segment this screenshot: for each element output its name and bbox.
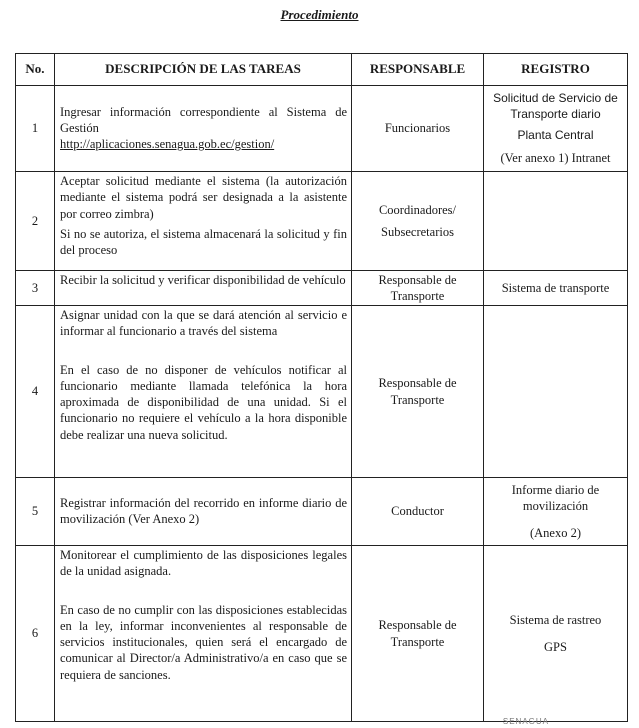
description-text: En caso de no cumplir con las disposiciones establecidas en la ley, informar inconvenientes al responsable de servicios institucionales, quien será el encargado de comunicar al Director/a Administrativo/a en caso que se requiera de sanciones. (60, 602, 347, 682)
page-title: Procedimiento (280, 7, 359, 22)
table-row (16, 478, 628, 546)
record-cell (484, 306, 628, 478)
table-row (16, 546, 628, 722)
responsible-cell: Funcionarios (352, 86, 484, 172)
record-line: GPS (544, 639, 567, 654)
task-description (55, 172, 352, 271)
description-text: Monitorear el cumplimiento de las disposiciones legales de la unidad asignada. (60, 548, 347, 579)
row-number: 5 (16, 478, 55, 546)
watermark-stamp: SENAGUA (502, 717, 549, 726)
record-cell (484, 172, 628, 271)
record-cell (484, 86, 628, 172)
row-number: 1 (16, 86, 55, 172)
row-number: 6 (16, 546, 55, 722)
record-line: (Anexo 2) (529, 525, 582, 540)
header-no: No. (16, 54, 55, 86)
responsible-cell: Responsable de Transporte (352, 306, 484, 478)
record-line: (Ver anexo 1) Intranet (500, 150, 611, 165)
record-line: Informe diario de movilización (511, 483, 600, 514)
header-row (16, 54, 628, 86)
task-description: Recibir la solicitud y verificar disponibilidad de vehículo (55, 271, 352, 306)
description-text: En el caso de no disponer de vehículos notificar al funcionario mediante llamada telefónica la hora aproximada de disponibilidad de una unidad. Si el funcionario no requiere el vehículo a la hora disponible debe realizar una nueva solicitud. (60, 362, 347, 442)
task-description (55, 546, 352, 722)
description-text: Aceptar solicitud mediante el sistema (la autorización mediante el sistema podrá ser designada a la asistente por correo zimbra) (60, 174, 347, 221)
table-row (16, 271, 628, 306)
task-description (55, 86, 352, 172)
row-number: 3 (16, 271, 55, 306)
record-cell (484, 478, 628, 546)
responsible-line: Coordinadores/ (378, 202, 457, 217)
description-text: Asignar unidad con la que se dará atención al servicio e informar al funcionario a través del sistema (60, 308, 347, 339)
gestion-link[interactable]: http://aplicaciones.senagua.gob.ec/gestion/ (60, 137, 275, 152)
task-description: Registrar información del recorrido en informe diario de movilización (Ver Anexo 2) (55, 478, 352, 546)
table-row (16, 306, 628, 478)
row-number: 4 (16, 306, 55, 478)
responsible-cell: Responsable de Transporte (352, 546, 484, 722)
responsible-cell (352, 172, 484, 271)
table-row (16, 86, 628, 172)
table-row (16, 172, 628, 271)
record-cell: Sistema de transporte (484, 271, 628, 306)
record-line: Sistema de rastreo (509, 613, 602, 628)
procedure-table (15, 53, 628, 722)
responsible-cell: Conductor (352, 478, 484, 546)
record-cell (484, 546, 628, 722)
task-description (55, 306, 352, 478)
record-line: Planta Central (517, 128, 594, 143)
record-line: Solicitud de Servicio de Transporte diario (493, 90, 618, 121)
header-record: REGISTRO (484, 54, 628, 86)
description-text: Ingresar información correspondiente al Sistema de Gestión (60, 104, 347, 135)
row-number: 2 (16, 172, 55, 271)
header-description: DESCRIPCIÓN DE LAS TAREAS (55, 54, 352, 86)
responsible-line: Subsecretarios (381, 225, 454, 239)
header-responsible: RESPONSABLE (352, 54, 484, 86)
responsible-cell: Responsable de Transporte (352, 271, 484, 306)
description-text: Si no se autoriza, el sistema almacenará la solicitud y fin del proceso (60, 226, 347, 257)
